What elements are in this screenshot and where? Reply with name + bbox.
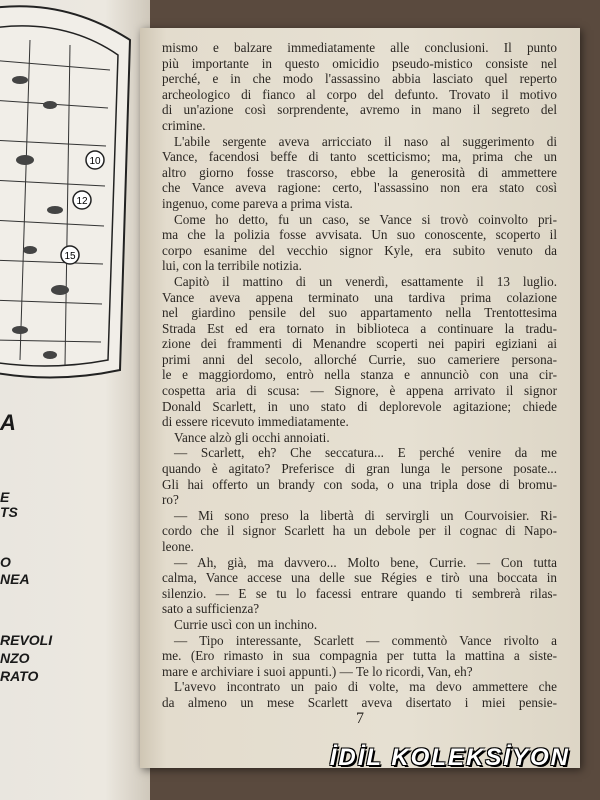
text-line: ingenuo, come pareva a prima vista. xyxy=(162,195,353,211)
board-number-10 xyxy=(86,151,104,169)
text-line: altro giorno fosse trascorso, ebbe la generosità di ammettere xyxy=(162,164,557,180)
board-illustration xyxy=(0,0,140,390)
text-line: Come ho detto, fu un caso, se Vance si trovò coinvolto pri- xyxy=(174,211,557,227)
text-line: zione dei frammenti di Menandre scoperti nei papiri egiziani ai xyxy=(162,336,557,352)
text-line: L'abile sergente aveva arricciato il naso al suggerimento di xyxy=(174,133,557,149)
page-body-text xyxy=(162,40,557,711)
text-line: silenzio. — E se tu lo facessi entrare quando ti sembrerà rilas- xyxy=(162,585,557,601)
text-line: perché, e in che modo l'assassino abbia lasciato quel reperto xyxy=(162,71,557,87)
fragment: NZO xyxy=(0,650,30,666)
text-line: Donald Scarlett, in uno stato di deplorevole agitazione; chiede xyxy=(162,398,557,414)
text-line: Vance alzò gli occhi annoiati. xyxy=(174,429,330,445)
fragment: E xyxy=(0,489,10,505)
fragment: TS xyxy=(0,504,18,520)
text-line: — Ah, già, ma davvero... Molto bene, Currie. — Con tutta xyxy=(174,554,557,570)
text-line: mismo e balzare immediatamente alle conclusioni. Il punto xyxy=(162,40,557,55)
text-line: crimine. xyxy=(162,117,206,133)
text-line: le e maggiordomo, entrò nella stanza e annunciò con una cir- xyxy=(162,367,557,383)
text-line: di essere ricevuto immediatamente. xyxy=(162,414,349,430)
text-line: mare e archiviare i suoi appunti.) — Te lo ricordi, Van, eh? xyxy=(162,663,473,679)
text-line: calma, Vance accese una delle sue Régies e tirò una boccata in xyxy=(162,570,557,586)
text-line: me. (Ero rimasto in sua compagnia per tutta la mattina a siste- xyxy=(162,648,557,664)
text-line: corpo esanime del vecchio signor Kyle, era subito venuto da xyxy=(162,242,557,258)
page-number: 7 xyxy=(356,710,364,727)
text-line: lui, con la terribile notizia. xyxy=(162,258,302,274)
text-line: cospetta aria di scusa: — Signore, è appena arrivato il signor xyxy=(162,383,557,399)
text-line: ro? xyxy=(162,492,179,508)
watermark: İDİL KOLEKSİYON xyxy=(329,744,570,771)
fragment: RATO xyxy=(0,668,39,684)
text-line: Gli hai offerto un brandy con soda, o una tripla dose di bromu- xyxy=(162,476,557,492)
board-number-15 xyxy=(61,246,79,264)
text-line: cordo che il signor Scarlett ha un debole per il cognac di Napo- xyxy=(162,523,557,539)
text-line: — Tipo interessante, Scarlett — commentò Vance rivolto a xyxy=(174,632,557,648)
text-line: Capitò il mattino di un venerdì, esattamente il 13 luglio. xyxy=(174,273,557,289)
text-line: leone. xyxy=(162,539,194,554)
book-page xyxy=(140,28,580,768)
text-line: da almeno un mese Scarlett aveva disertato i miei pensie- xyxy=(162,694,557,710)
text-line: primi anni del secolo, allorché Currie, suo cameriere persona- xyxy=(162,351,557,367)
left-page xyxy=(0,0,150,800)
svg-text:15: 15 xyxy=(64,251,76,262)
text-line: ma che la polizia fosse avvisata. Un suo conoscente, scoperto il xyxy=(162,227,557,243)
board-number-12 xyxy=(73,191,91,209)
text-line: di un'azione così sorprendente, avremo in mano il segreto del xyxy=(162,102,557,118)
text-line: sato a sufficienza? xyxy=(162,601,260,617)
text-line: quando è agitato? Preferisce di gran lunga le persone posate... xyxy=(162,461,557,477)
svg-text:12: 12 xyxy=(76,196,88,207)
fragment: A xyxy=(0,410,16,435)
svg-text:10: 10 xyxy=(89,156,101,167)
text-line: che Vance aveva ragione: certo, l'assassino non era stato così xyxy=(162,180,557,196)
text-line: — Scarlett, eh? Che seccatura... E perché venire da me xyxy=(174,445,557,461)
text-line: nel giardino pensile del suo appartamento nella Trentottesima xyxy=(162,305,557,321)
text-line: archeologico di fianco al corpo del defunto. Trovato il motivo xyxy=(162,86,557,102)
fragment: O xyxy=(0,554,11,570)
text-line: Strada Est ed era tornato in biblioteca a continuare la tradu- xyxy=(162,320,557,336)
fragment: NEA xyxy=(0,571,30,587)
text-line: più importante in questo omicidio pseudo-mistico consiste nel xyxy=(162,55,557,71)
text-line: — Mi sono preso la libertà di servirgli un Courvoisier. Ri- xyxy=(174,507,557,523)
text-line: Vance, facendosi beffe di tanto scetticismo; ma, prima che un xyxy=(162,149,557,165)
text-line: Vance aveva appena terminato una tardiva prima colazione xyxy=(162,289,557,305)
fragment: REVOLI xyxy=(0,632,53,648)
text-line: Currie uscì con un inchino. xyxy=(174,616,318,632)
text-line: L'avevo incontrato un paio di volte, ma devo ammettere che xyxy=(174,679,557,695)
